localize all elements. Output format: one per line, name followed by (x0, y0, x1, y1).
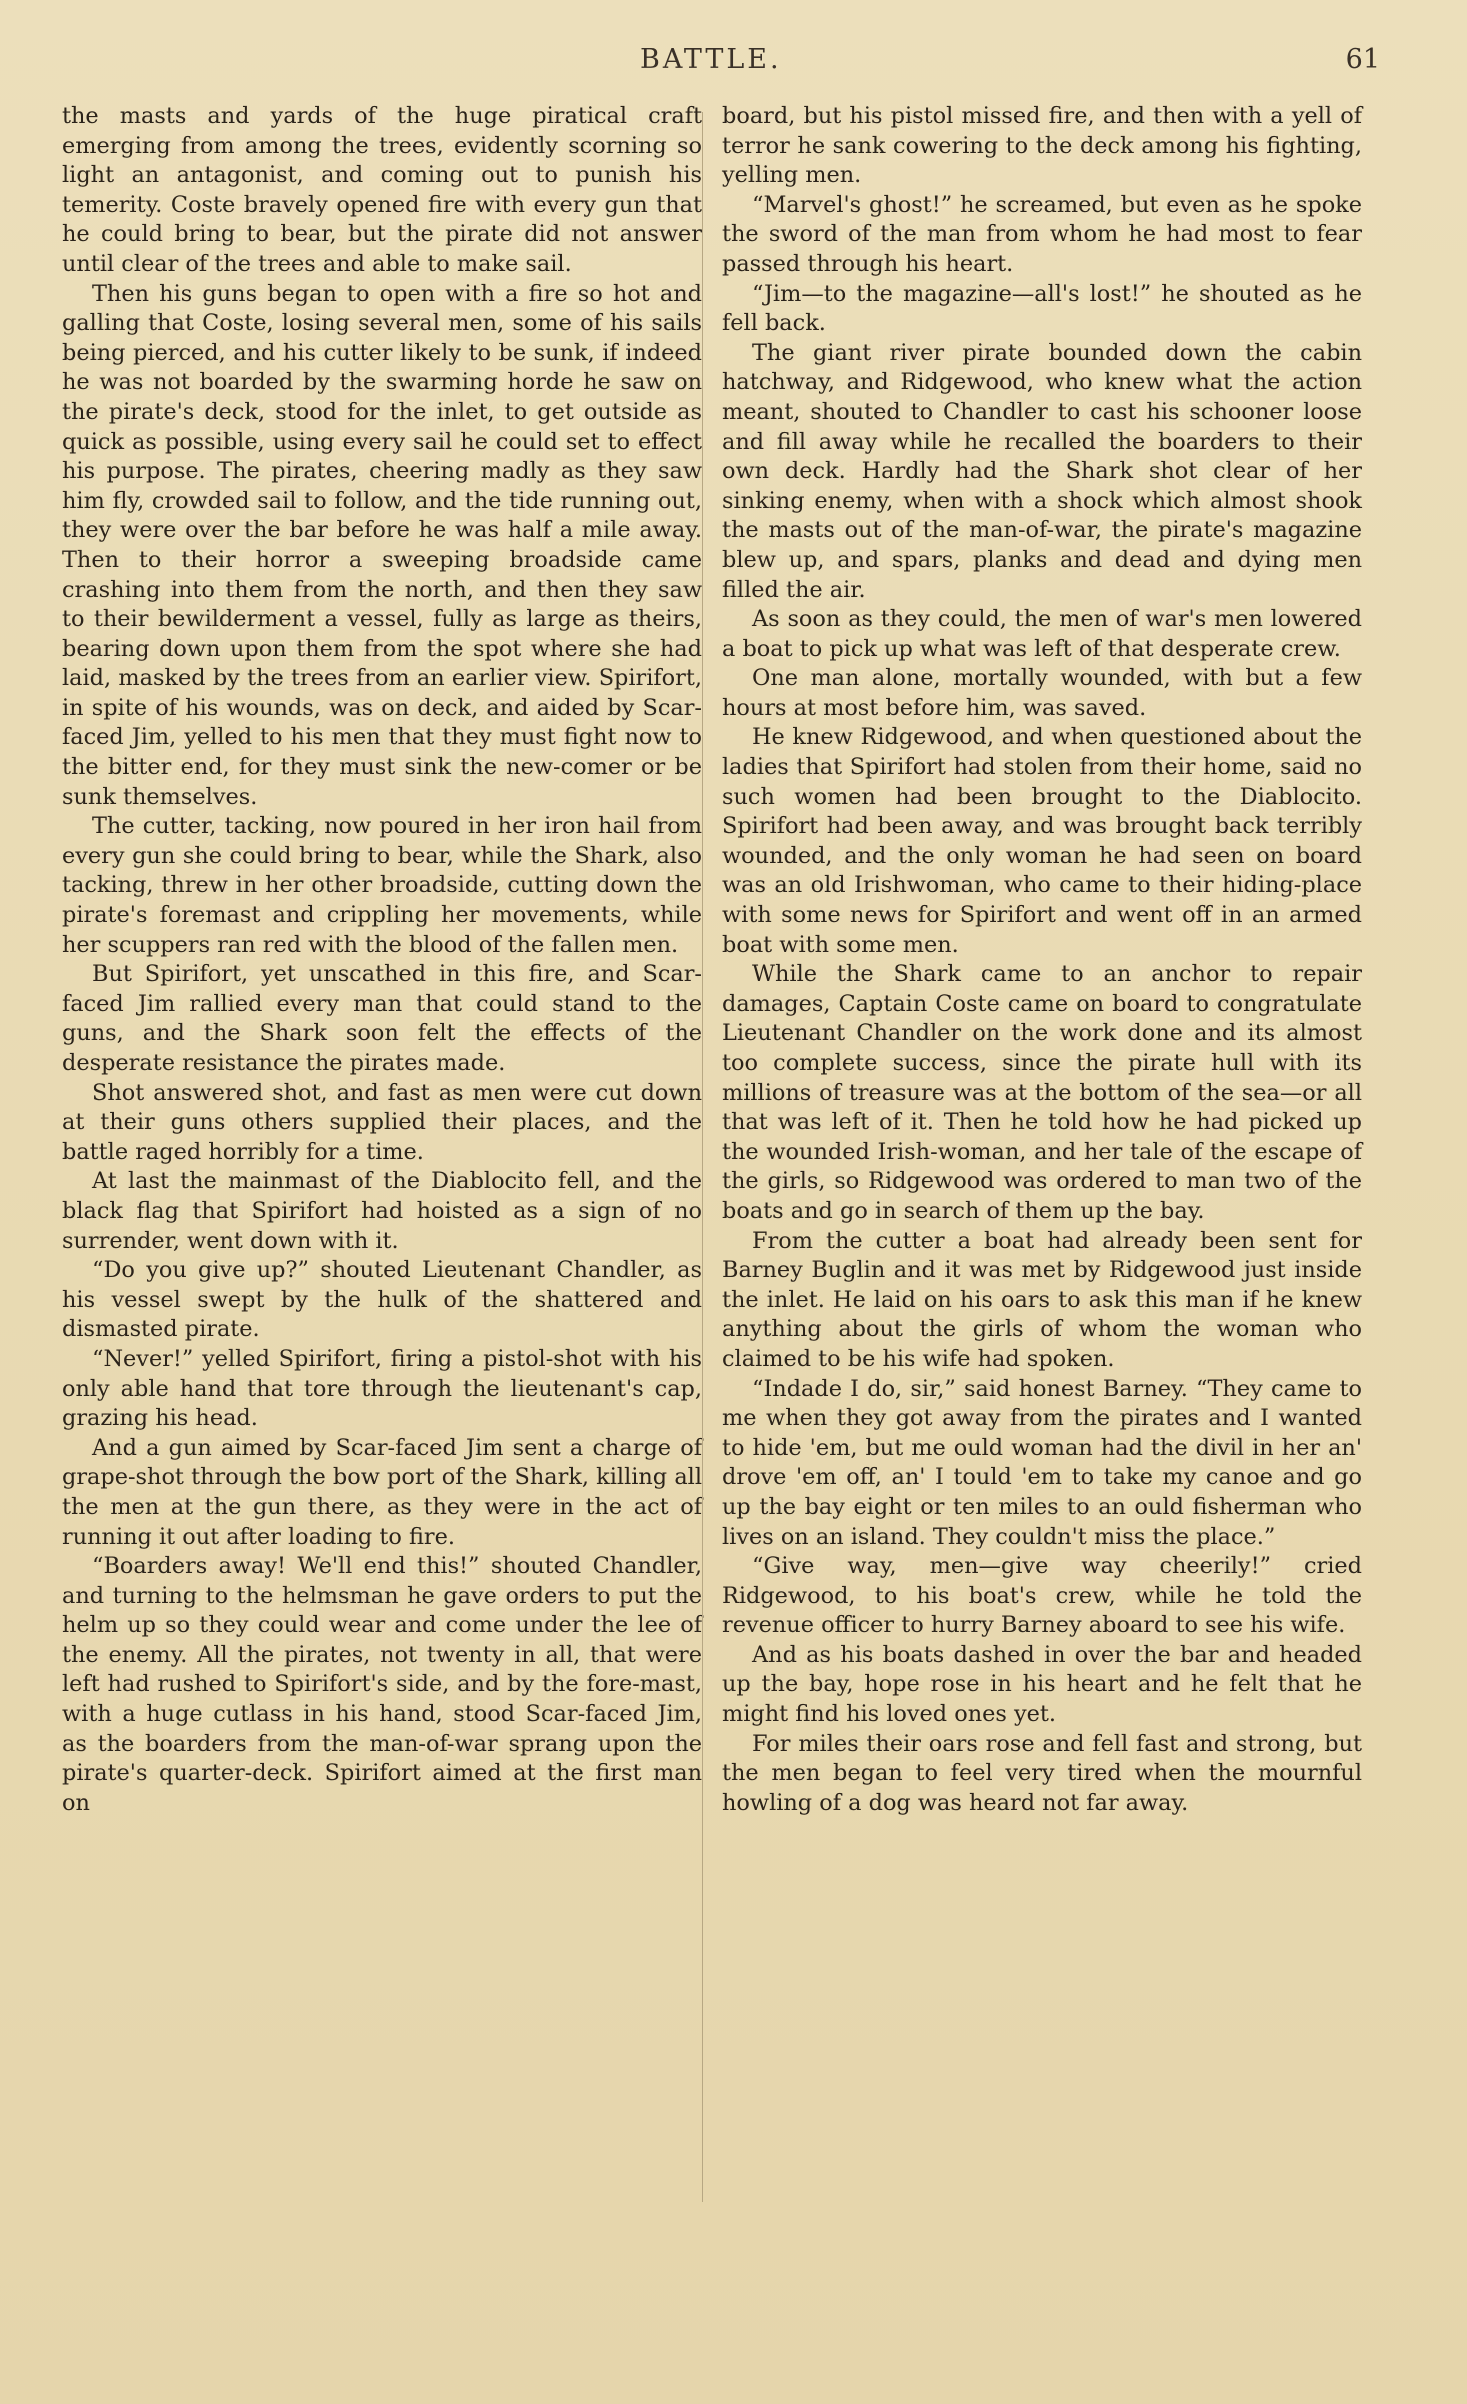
paragraph: For miles their oars rose and fell fast and strong, but the men began to feel very tired when the mournful howling of a dog was heard not far away. (722, 1730, 1362, 1816)
paragraph: While the Shark came to an anchor to repair damages, Captain Coste came on board to congratulate Lieutenant Chandler on the work done and its almost too complete success, since the pirate hull with its millions of treasure was at the bottom of the sea—or all that was left of it. Then he told how he had picked up the wounded Irish-woman, and her tale of the escape of the girls, so Ridgewood was ordered to man two of the boats and go in search of them up the bay. (722, 961, 1362, 1224)
paragraph: Shot answered shot, and fast as men were cut down at their guns others supplied their places, and the battle raged horribly for a time. (62, 1079, 702, 1165)
running-title: BATTLE. (640, 44, 782, 75)
page-number: 61 (1345, 44, 1380, 75)
paragraph: And a gun aimed by Scar-faced Jim sent a charge of grape-shot through the bow port of the Shark, killing all the men at the gun there, as they were in the act of running it out after loading to fire. (62, 1434, 702, 1550)
paragraph: board, but his pistol missed fire, and then with a yell of terror he sank cowering to the deck among his fighting, yelling men. (722, 103, 1362, 189)
paragraph: “Marvel's ghost!” he screamed, but even as he spoke the sword of the man from whom he had most to fear passed through his heart. (722, 191, 1362, 277)
paragraph: “Give way, men—give way cheerily!” cried Ridgewood, to his boat's crew, while he told the revenue officer to hurry Barney aboard to see his wife. (722, 1553, 1362, 1639)
paragraph: “Jim—to the magazine—all's lost!” he shouted as he fell back. (722, 280, 1362, 337)
paragraph: But Spirifort, yet unscathed in this fire, and Scar-faced Jim rallied every man that could stand to the guns, and the Shark soon felt the effects of the desperate resistance the pirates made. (62, 961, 702, 1076)
paragraph: One man alone, mortally wounded, with but a few hours at most before him, was saved. (722, 665, 1362, 721)
paragraph: And as his boats dashed in over the bar and headed up the bay, hope rose in his heart and he felt that he might find his loved ones yet. (722, 1641, 1362, 1728)
paragraph: He knew Ridgewood, and when questioned about the ladies that Spirifort had stolen from their home, said no such women had been brought to the Diablocito. Spirifort had been away, and was brought back terribly wounded, and the only woman he had seen on board was an old Irishwoman, who came to their hiding-place with some news for Spirifort and went off in an armed boat with some men. (722, 724, 1362, 958)
paragraph: the masts and yards of the huge piratical craft emerging from among the trees, evidently scorning so light an antagonist, and coming out to punish his temerity. Coste bravely opened fire with every gun that he could bring to bear, but the pirate did not answer until clear of the trees and able to make sail. (62, 103, 702, 277)
paragraph: The giant river pirate bounded down the cabin hatchway, and Ridgewood, who knew what the action meant, shouted to Chandler to cast his schooner loose and fill away while he recalled the boarders to their own deck. Hardly had the Shark shot clear of her sinking enemy, when with a shock which almost shook the masts out of the man-of-war, the pirate's magazine blew up, and spars, planks and dead and dying men filled the air. (722, 339, 1362, 603)
paragraph: “Do you give up?” shouted Lieutenant Chandler, as his vessel swept by the hulk of the shattered and dismasted pirate. (62, 1257, 702, 1343)
left-column (62, 102, 702, 1818)
paragraph: The cutter, tacking, now poured in her iron hail from every gun she could bring to bear, while the Shark, also tacking, threw in her other broadside, cutting down the pirate's foremast and crippling her movements, while her scuppers ran red with the blood of the fallen men. (62, 813, 702, 958)
paragraph: “Indade I do, sir,” said honest Barney. “They came to me when they got away from the pirates and I wanted to hide 'em, but me ould woman had the divil in her an' drove 'em off, an' I tould 'em to take my canoe and go up the bay eight or ten miles to an ould fisherman who lives on an island. They couldn't miss the place.” (722, 1375, 1362, 1550)
paragraph: From the cutter a boat had already been sent for Barney Buglin and it was met by Ridgewood just inside the inlet. He laid on his oars to ask this man if he knew anything about the girls of whom the woman who claimed to be his wife had spoken. (722, 1227, 1362, 1372)
paragraph: “Boarders away! We'll end this!” shouted Chandler, and turning to the helmsman he gave orders to put the helm up so they could wear and come under the lee of the enemy. All the pirates, not twenty in all, that were left had rushed to Spirifort's side, and by the fore-mast, with a huge cutlass in his hand, stood Scar-faced Jim, as the boarders from the man-of-war sprang upon the pirate's quarter-deck. Spirifort aimed at the first man on (62, 1553, 702, 1816)
paragraph: “Never!” yelled Spirifort, firing a pistol-shot with his only able hand that tore through the lieutenant's cap, grazing his head. (62, 1345, 702, 1432)
right-column (722, 102, 1362, 1818)
paragraph: Then his guns began to open with a fire so hot and galling that Coste, losing several men, some of his sails being pierced, and his cutter likely to be sunk, if indeed he was not boarded by the swarming horde he saw on the pirate's deck, stood for the inlet, to get outside as quick as possible, using every sail he could set to effect his purpose. The pirates, cheering madly as they saw him fly, crowded sail to follow, and the tide running out, they were over the bar before he was half a mile away. Then to their horror a sweeping broadside came crashing into them from the north, and then they saw to their bewilderment a vessel, fully as large as theirs, bearing down upon them from the spot where she had laid, masked by the trees from an earlier view. Spirifort, in spite of his wounds, was on deck, and aided by Scar-faced Jim, yelled to his men that they must fight now to the bitter end, for they must sink the new-comer or be sunk themselves. (62, 280, 702, 810)
page-header (60, 44, 1380, 84)
paragraph: As soon as they could, the men of war's men lowered a boat to pick up what was left of that desperate crew. (722, 606, 1362, 662)
column-divider (702, 112, 703, 2202)
paragraph: At last the mainmast of the Diablocito fell, and the black flag that Spirifort had hoisted as a sign of no surrender, went down with it. (62, 1168, 702, 1254)
